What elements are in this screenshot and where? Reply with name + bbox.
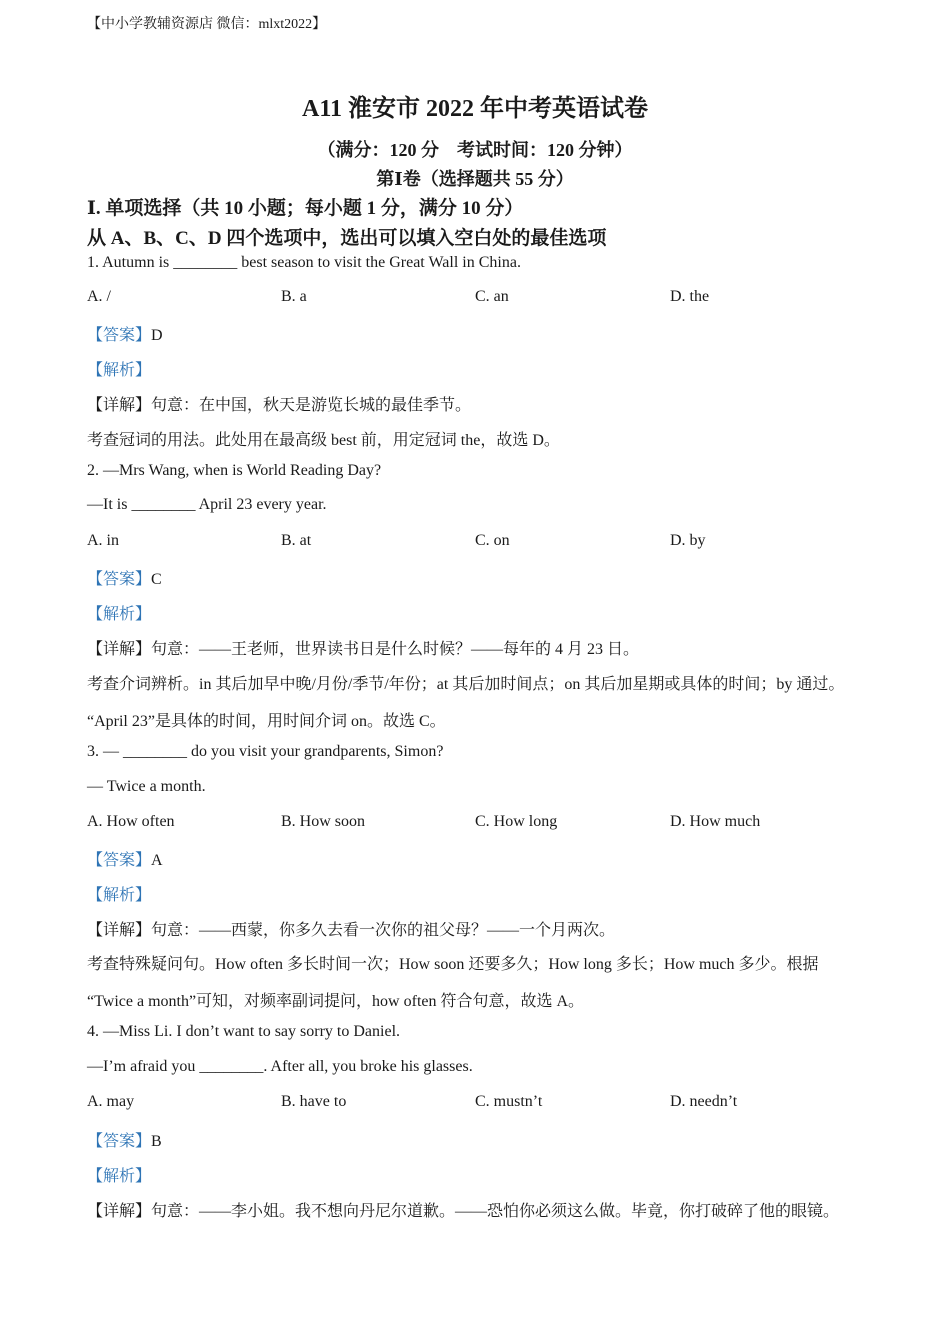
question-4-analysis-label: 【解析】 [87, 1168, 152, 1185]
question-3-option-d: D. How much [670, 813, 761, 830]
question-4-option-a: A. may [87, 1093, 135, 1110]
question-2-explanation: 考查介词辨析。in 其后加早中晚/月份/季节/年份；at 其后加时间点；on 其后加星期或具体的时间；by 通过。 [87, 676, 845, 693]
answer-label: 【答案】 [87, 1133, 152, 1150]
question-3-option-a: A. How often [87, 813, 175, 830]
question-1-analysis-label: 【解析】 [87, 362, 152, 379]
question-2-explanation-cont: “April 23”是具体的时间，用时间介词 on。故选 C。 [87, 713, 446, 730]
question-3-detail: 【详解】句意：——西蒙，你多久去看一次你的祖父母？——一个月两次。 [87, 922, 616, 939]
question-3-explanation: 考查特殊疑问句。How often 多长时间一次；How soon 还要多久；How long 多长；How much 多少。根据 [87, 956, 819, 973]
question-4-answer [87, 1128, 162, 1151]
question-3-analysis-label: 【解析】 [87, 887, 152, 904]
question-3-option-c: C. How long [475, 813, 558, 830]
question-2-option-a: A. in [87, 532, 119, 549]
question-4-option-b: B. have to [281, 1093, 347, 1110]
question-1-stem: 1. Autumn is ________ best season to visit the Great Wall in China. [87, 254, 521, 271]
question-2-stem-reply: —It is ________ April 23 every year. [87, 496, 327, 513]
question-3-stem: 3. — ________ do you visit your grandparents, Simon? [87, 743, 444, 760]
answer-label: 【答案】 [87, 327, 152, 344]
question-2-stem: 2. —Mrs Wang, when is World Reading Day? [87, 462, 382, 479]
question-1-option-a: A. / [87, 288, 111, 305]
page-title: A11 淮安市 2022 年中考英语试卷 [301, 96, 648, 122]
part-title: 第Ⅰ卷（选择题共 55 分） [376, 169, 574, 189]
question-4-stem: 4. —Miss Li. I don’t want to say sorry to Daniel. [87, 1023, 401, 1040]
question-3-stem-reply: — Twice a month. [87, 778, 206, 795]
question-2-option-c: C. on [475, 532, 510, 549]
question-2-detail: 【详解】句意：——王老师，世界读书日是什么时候？——每年的 4 月 23 日。 [87, 641, 640, 658]
answer-value: B [151, 1133, 162, 1150]
question-2-answer [87, 566, 162, 589]
question-3-answer [87, 847, 163, 870]
question-2-option-d: D. by [670, 532, 706, 549]
question-1-explanation: 考查冠词的用法。此处用在最高级 best 前，用定冠词 the，故选 D。 [87, 432, 560, 449]
section-instruction: 从 A、B、C、D 四个选项中，选出可以填入空白处的最佳选项 [87, 228, 607, 249]
question-4-option-d: D. needn’t [670, 1093, 738, 1110]
question-1-option-d: D. the [670, 288, 710, 305]
question-3-explanation-cont: “Twice a month”可知，对频率副词提问，how often 符合句意，故选 A。 [87, 993, 585, 1010]
question-1-detail: 【详解】句意：在中国，秋天是游览长城的最佳季节。 [87, 397, 472, 414]
question-2-option-b: B. at [281, 532, 312, 549]
question-4-option-c: C. mustn’t [475, 1093, 543, 1110]
question-1-option-c: C. an [475, 288, 509, 305]
answer-label: 【答案】 [87, 852, 152, 869]
answer-value: C [151, 571, 162, 588]
answer-value: D [151, 327, 163, 344]
question-1-option-b: B. a [281, 288, 307, 305]
question-3-option-b: B. How soon [281, 813, 366, 830]
header-note: 【中小学教辅资源店 微信：mlxt2022】 [87, 17, 327, 32]
answer-value: A [151, 852, 163, 869]
question-1-answer [87, 322, 163, 345]
section-title: Ⅰ. 单项选择（共 10 小题；每小题 1 分，满分 10 分） [87, 198, 524, 219]
exam-info: （满分：120 分 考试时间：120 分钟） [317, 140, 633, 160]
question-2-analysis-label: 【解析】 [87, 606, 152, 623]
answer-label: 【答案】 [87, 571, 152, 588]
question-4-stem-reply: —I’m afraid you ________. After all, you broke his glasses. [87, 1058, 473, 1075]
question-4-detail: 【详解】句意：——李小姐。我不想向丹尼尔道歉。——恐怕你必须这么做。毕竟，你打破碎了他的眼镜。 [87, 1203, 840, 1220]
